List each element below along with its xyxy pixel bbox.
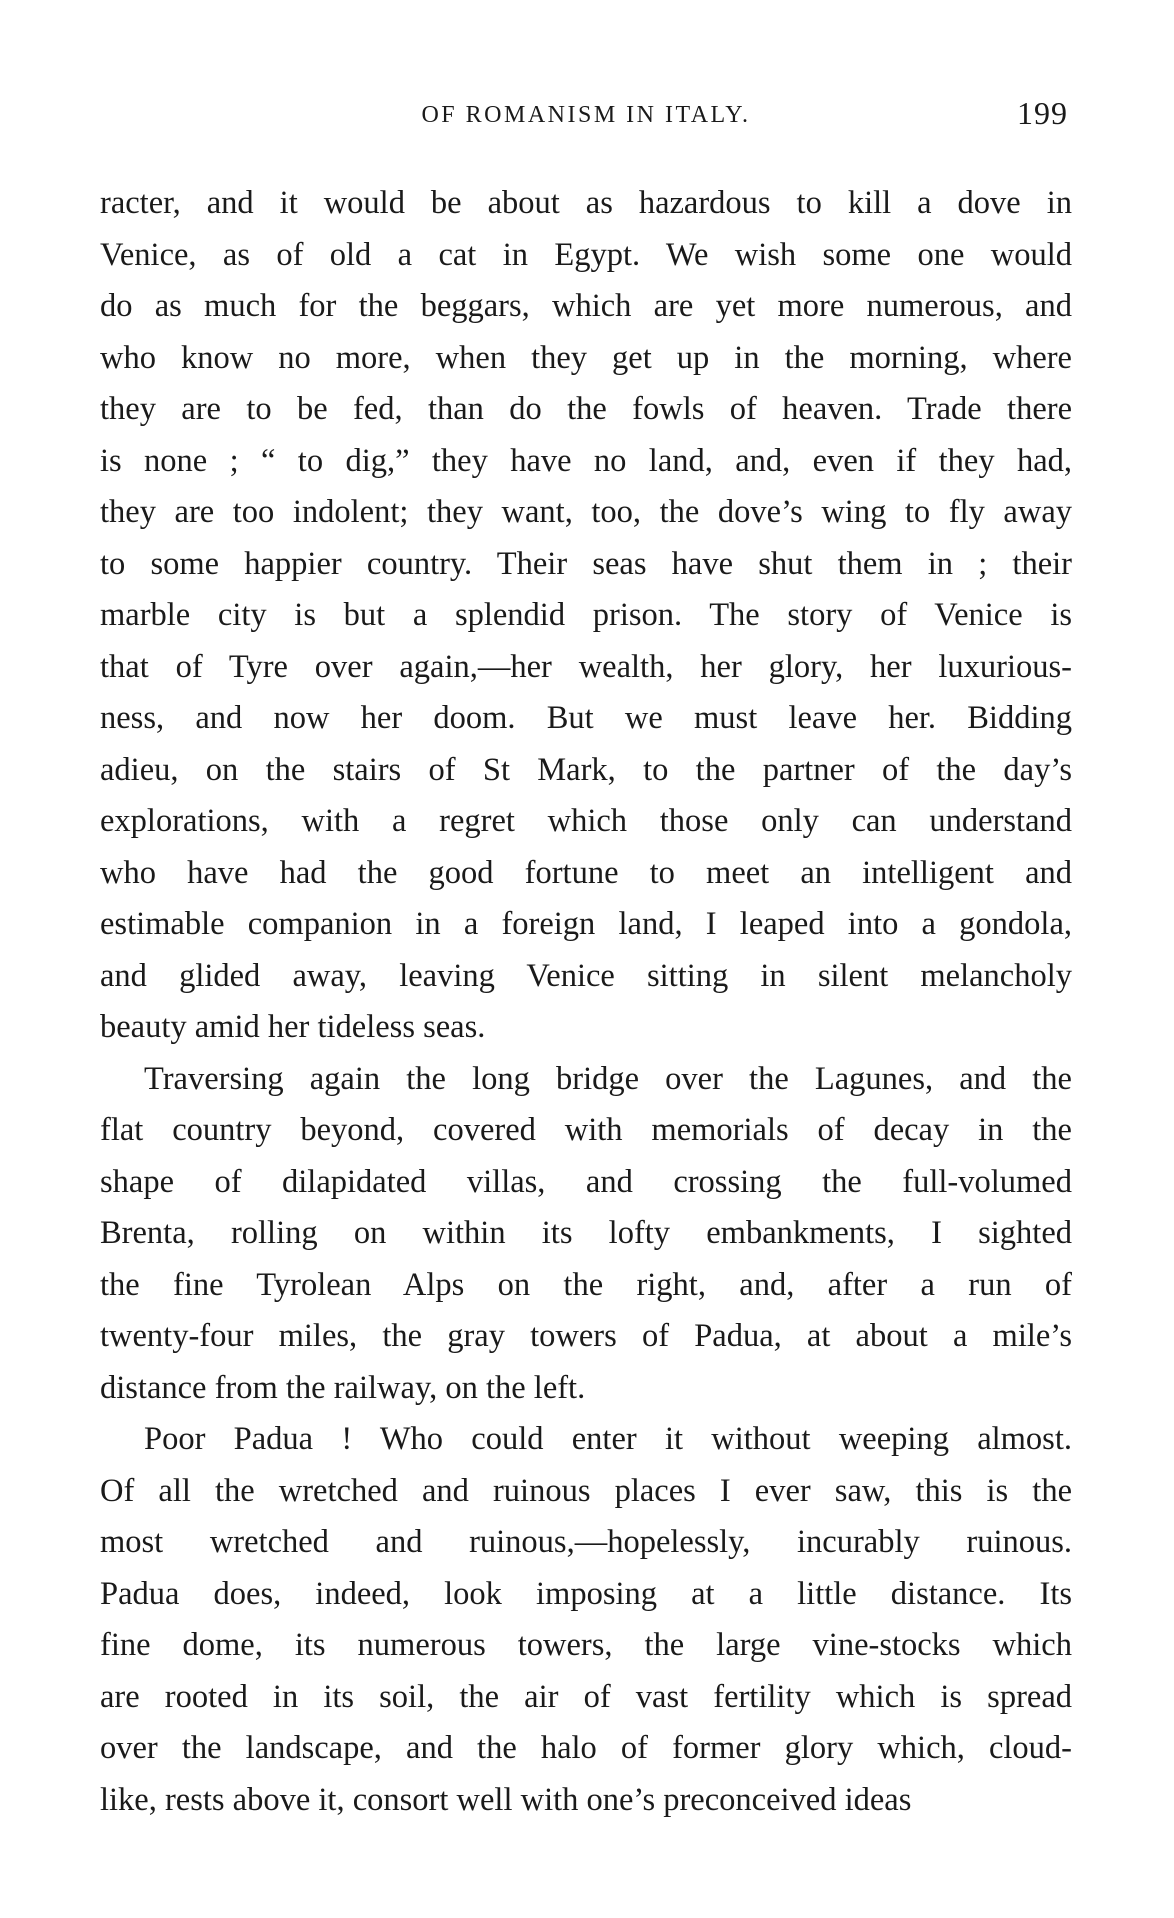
text-line: do as much for the beggars, which are yet more numerous, and xyxy=(100,288,1072,324)
paragraph xyxy=(100,1414,1072,1826)
running-head xyxy=(100,95,1072,135)
text-line: beauty amid her tideless seas. xyxy=(100,1009,486,1045)
text-line: like, rests above it, consort well with one’s preconceived ideas xyxy=(100,1781,912,1818)
text-line: adieu, on the stairs of St Mark, to the partner of the day’s xyxy=(100,751,1072,788)
text-line: estimable companion in a foreign land, I leaped into a gondola, xyxy=(100,906,1072,942)
text-line: racter, and it would be about as hazardous to kill a dove in xyxy=(100,185,1072,221)
page-number: 199 xyxy=(1017,95,1068,131)
text-line: ness, and now her doom. But we must leave her. Bidding xyxy=(100,700,1072,736)
text-line: over the landscape, and the halo of former glory which, cloud- xyxy=(100,1730,1072,1766)
text-line: who know no more, when they get up in the morning, where xyxy=(100,339,1072,376)
text-line: marble city is but a splendid prison. The story of Venice is xyxy=(100,597,1072,633)
paragraph xyxy=(100,178,1072,1054)
text-line: they are too indolent; they want, too, the dove’s wing to fly away xyxy=(100,494,1072,530)
text-line: most wretched and ruinous,—hopelessly, incurably ruinous. xyxy=(100,1524,1072,1560)
text-line: Traversing again the long bridge over the Lagunes, and the xyxy=(144,1060,1072,1097)
text-line: are rooted in its soil, the air of vast fertility which is spread xyxy=(100,1678,1072,1715)
text-line: Padua does, indeed, look imposing at a little distance. Its xyxy=(100,1575,1072,1612)
text-line: and glided away, leaving Venice sitting in silent melancholy xyxy=(100,957,1072,994)
running-title: OF ROMANISM IN ITALY. xyxy=(421,102,751,128)
text-line: is none ; “ to dig,” they have no land, and, even if they had, xyxy=(100,442,1072,479)
text-line: Venice, as of old a cat in Egypt. We wish some one would xyxy=(100,236,1072,273)
text-line: fine dome, its numerous towers, the large vine-stocks which xyxy=(100,1627,1072,1663)
text-line: flat country beyond, covered with memorials of decay in the xyxy=(100,1112,1072,1148)
text-line: explorations, with a regret which those only can understand xyxy=(100,803,1072,839)
text-line: who have had the good fortune to meet an intelligent and xyxy=(100,854,1072,891)
text-line: that of Tyre over again,—her wealth, her glory, her luxurious- xyxy=(100,648,1072,685)
text-line: shape of dilapidated villas, and crossing the full-volumed xyxy=(100,1163,1072,1200)
text-line: Brenta, rolling on within its lofty embankments, I sighted xyxy=(100,1215,1072,1251)
paragraph xyxy=(100,1054,1072,1415)
text-line: Of all the wretched and ruinous places I ever saw, this is the xyxy=(100,1472,1072,1509)
text-line: they are to be fed, than do the fowls of heaven. Trade there xyxy=(100,391,1072,427)
text-line: the fine Tyrolean Alps on the right, and, after a run of xyxy=(100,1266,1072,1303)
text-line: to some happier country. Their seas have shut them in ; their xyxy=(100,545,1072,582)
text-line: twenty-four miles, the gray towers of Padua, at about a mile’s xyxy=(100,1318,1072,1354)
text-line: Poor Padua ! Who could enter it without weeping almost. xyxy=(144,1421,1072,1457)
text-line: distance from the railway, on the left. xyxy=(100,1369,586,1406)
body-text xyxy=(100,178,1072,1826)
